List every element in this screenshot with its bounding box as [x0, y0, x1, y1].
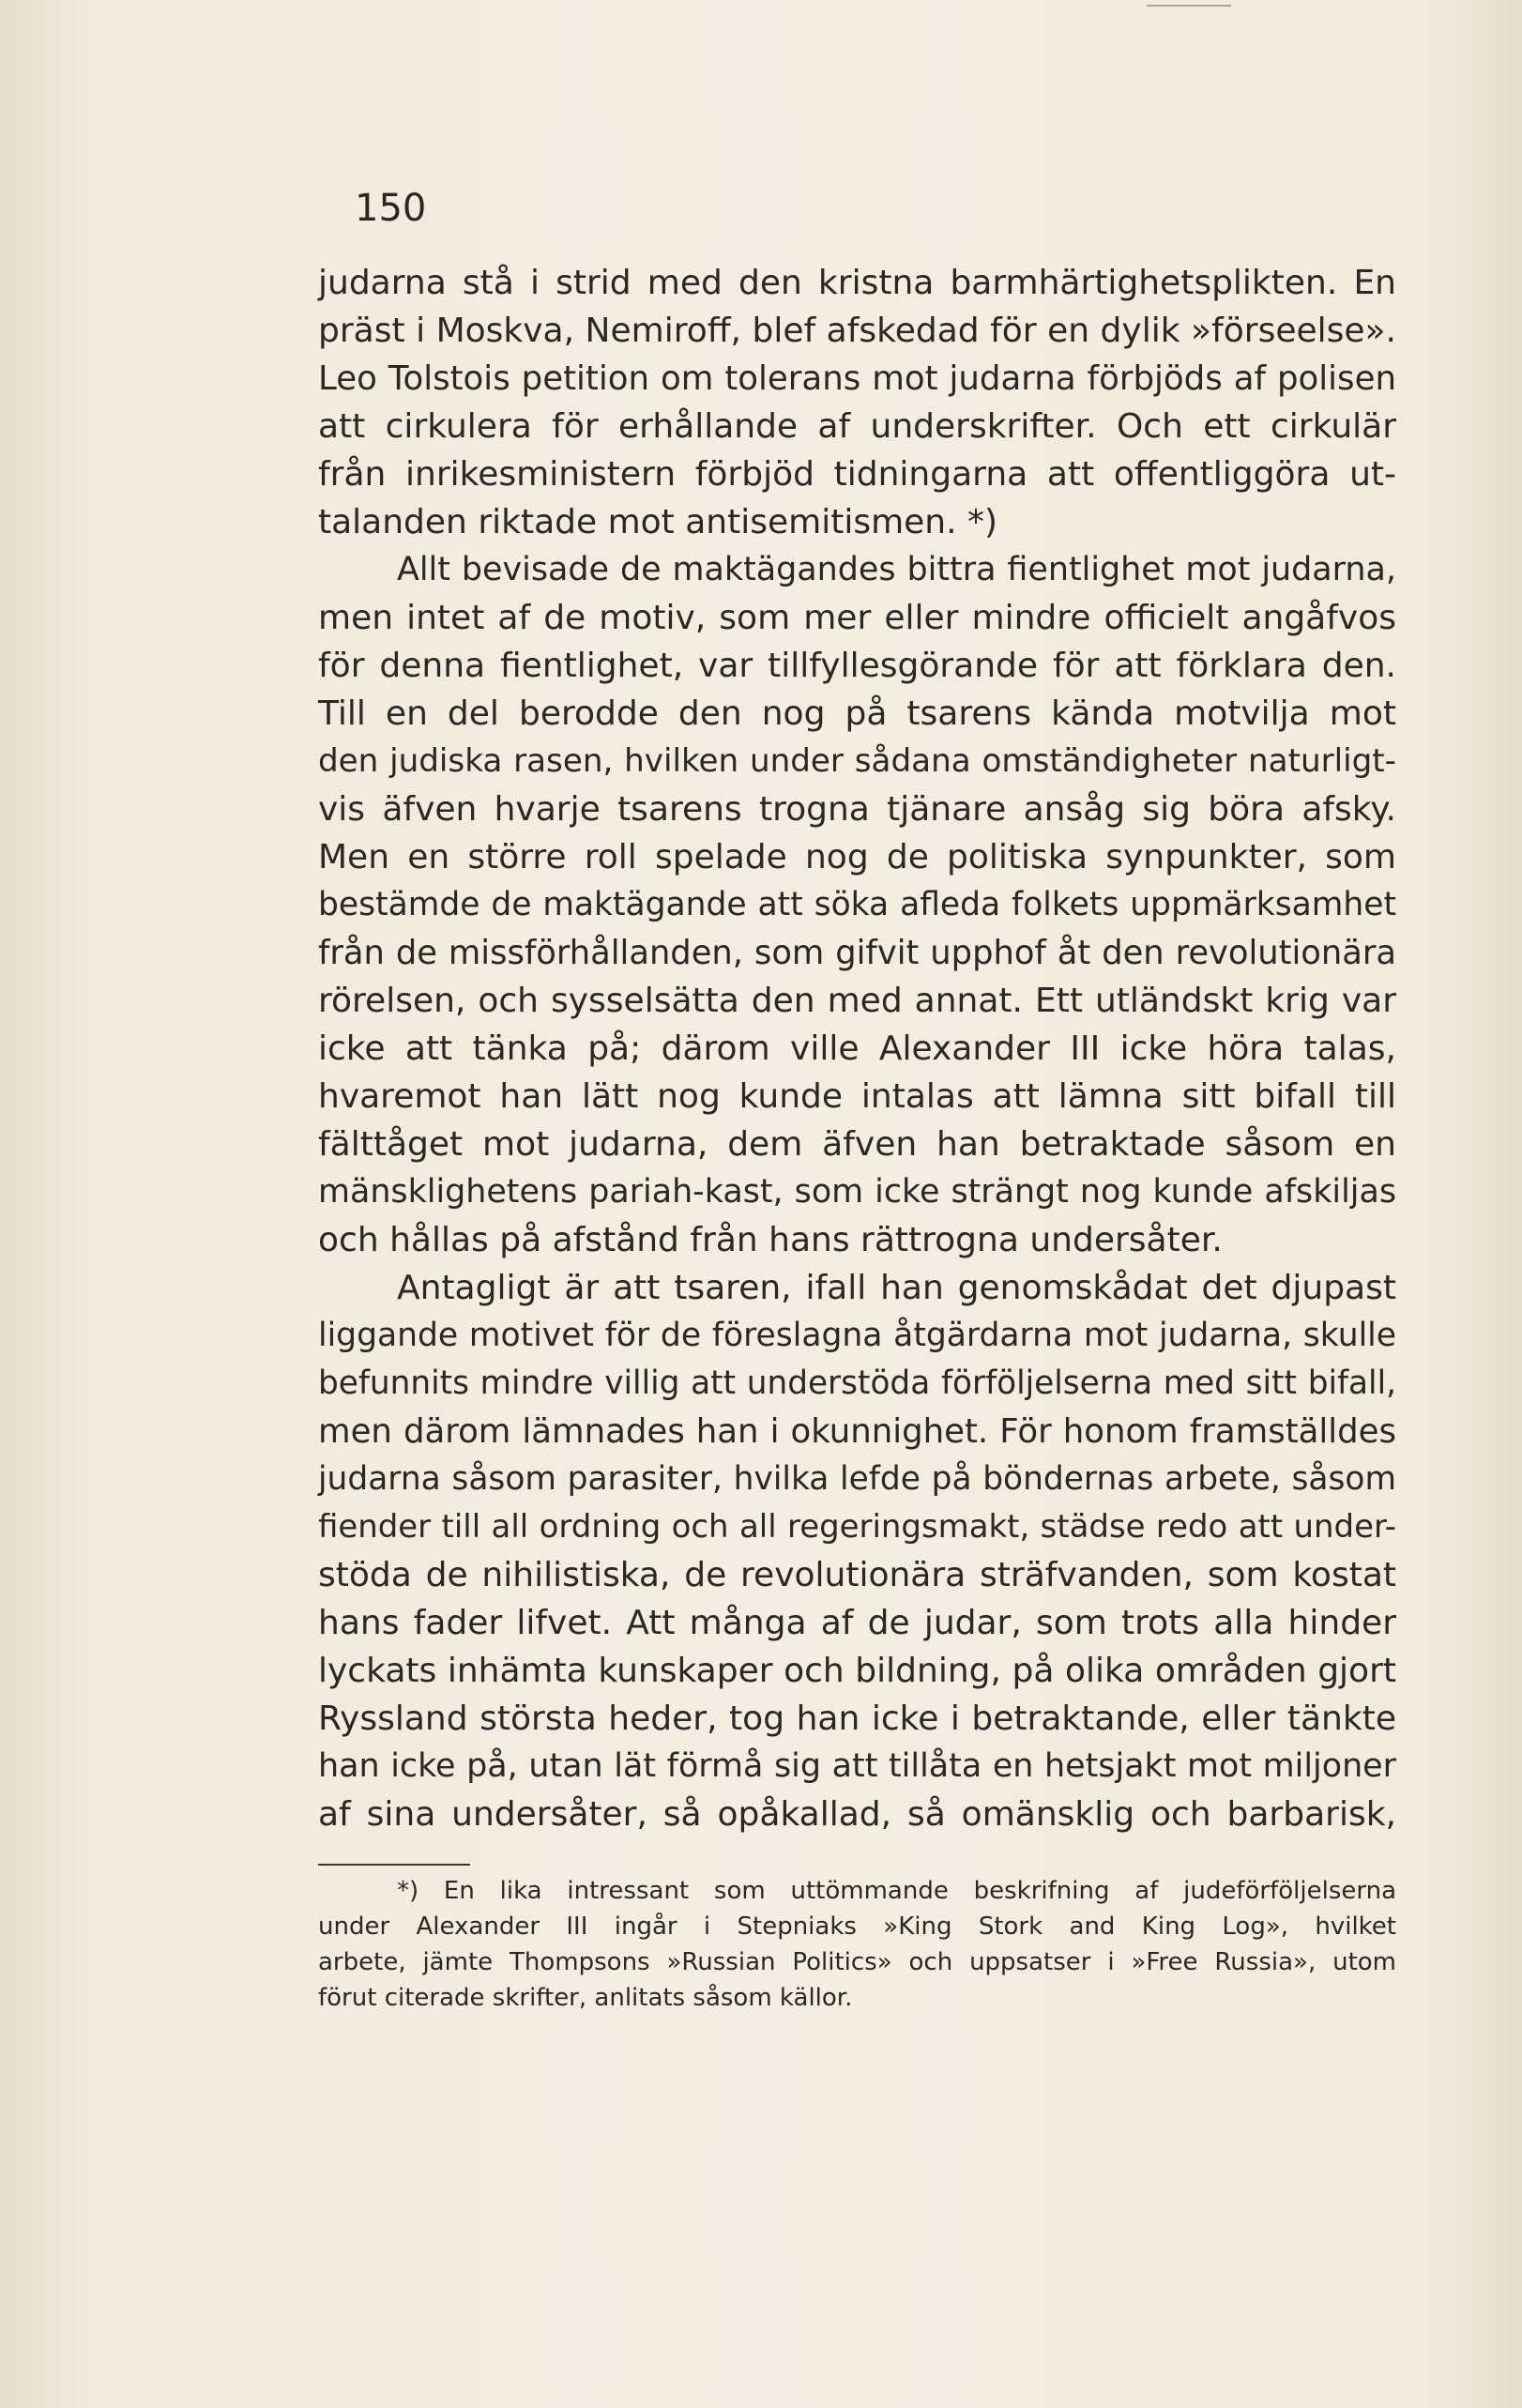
- footnote-line: under Alexander III ingår i Stepniaks »King Stork and King Log», hvilket: [318, 1913, 1396, 1941]
- text-line: Till en del berodde den nog på tsarens kända motvilja mot: [318, 694, 1396, 733]
- text-line: befunnits mindre villig att understöda förföljelserna med sitt bifall,: [318, 1364, 1396, 1402]
- text-line: fiender till all ordning och all regeringsmakt, städse redo att under-: [318, 1508, 1396, 1546]
- text-line: från de missförhållanden, som gifvit upphof åt den revolutionära: [318, 934, 1396, 972]
- paragraph-1: [318, 259, 1396, 546]
- text-line: från inrikesministern förbjöd tidningarna att offentliggöra ut-: [318, 455, 1396, 494]
- text-line: icke att tänka på; därom ville Alexander III icke höra talas,: [318, 1029, 1396, 1068]
- footnote-line: *) En lika intressant som uttömmande beskrifning af judeförföljelserna: [397, 1877, 1396, 1905]
- footnote-line: förut citerade skrifter, anlitats såsom källor.: [318, 1984, 853, 2012]
- text-line: den judiska rasen, hvilken under sådana omständigheter naturligt-: [318, 742, 1396, 780]
- text-line: vis äfven hvarje tsarens trogna tjänare ansåg sig böra afsky.: [318, 790, 1396, 829]
- text-line: lyckats inhämta kunskaper och bildning, på olika områden gjort: [318, 1652, 1396, 1690]
- footnote-divider: [318, 1864, 470, 1866]
- text-line: för denna fientlighet, var tillfyllesgörande för att förklara den.: [318, 647, 1396, 685]
- text-line: bestämde de maktägande att söka afleda folkets uppmärksamhet: [318, 886, 1396, 923]
- text-line: fälttåget mot judarna, dem äfven han betraktade såsom en: [318, 1125, 1396, 1164]
- text-line: rörelsen, och sysselsätta den med annat. Ett utländskt krig var: [318, 982, 1396, 1020]
- text-line: Allt bevisade de maktägandes bittra fientlighet mot judarna,: [397, 551, 1396, 588]
- text-line: Leo Tolstois petition om tolerans mot judarna förbjöds af polisen: [318, 359, 1396, 398]
- text-line: att cirkulera för erhållande af underskrifter. Och ett cirkulär: [318, 407, 1396, 446]
- text-line: af sina undersåter, så opåkallad, så omänsklig och barbarisk,: [318, 1795, 1396, 1834]
- paragraph-2: [318, 546, 1396, 1264]
- text-line: men därom lämnades han i okunnighet. För honom framställdes: [318, 1412, 1396, 1451]
- text-line: han icke på, utan lät förmå sig att tillåta en hetsjakt mot miljoner: [318, 1747, 1396, 1785]
- text-line: Antagligt är att tsaren, ifall han genomskådat det djupast: [397, 1269, 1396, 1307]
- text-line: judarna stå i strid med den kristna barmhärtighetsplikten. En: [318, 264, 1396, 302]
- text-line: liggande motivet för de föreslagna åtgärdarna mot judarna, skulle: [318, 1317, 1396, 1354]
- paragraph-3: [318, 1264, 1396, 1838]
- text-line: talanden riktade mot antisemitismen. *): [318, 503, 998, 541]
- text-line: mänsklighetens pariah-kast, som icke strängt nog kunde afskiljas: [318, 1173, 1396, 1211]
- text-line: hans fader lifvet. Att många af de judar, som trots alla hinder: [318, 1604, 1396, 1642]
- text-line: judarna såsom parasiter, hvilka lefde på böndernas arbete, såsom: [318, 1460, 1396, 1498]
- page-number: 150: [355, 187, 427, 230]
- page-edge-mark: [1147, 5, 1231, 7]
- body-text: [318, 259, 1396, 1838]
- footnote: [318, 1873, 1396, 2016]
- text-line: hvaremot han lätt nog kunde intalas att lämna sitt bifall till: [318, 1077, 1396, 1116]
- text-line: men intet af de motiv, som mer eller mindre officielt angåfvos: [318, 599, 1396, 637]
- text-line: stöda de nihilistiska, de revolutionära sträfvanden, som kostat: [318, 1556, 1396, 1594]
- text-line: Men en större roll spelade nog de politiska synpunkter, som: [318, 838, 1396, 876]
- text-line: och hållas på afstånd från hans rättrogna undersåter.: [318, 1221, 1223, 1259]
- text-line: präst i Moskva, Nemiroff, blef afskedad för en dylik »förseelse».: [318, 312, 1396, 350]
- footnote-line: arbete, jämte Thompsons »Russian Politics» och uppsatser i »Free Russia», utom: [318, 1948, 1396, 1976]
- text-line: Ryssland största heder, tog han icke i betraktande, eller tänkte: [318, 1699, 1396, 1738]
